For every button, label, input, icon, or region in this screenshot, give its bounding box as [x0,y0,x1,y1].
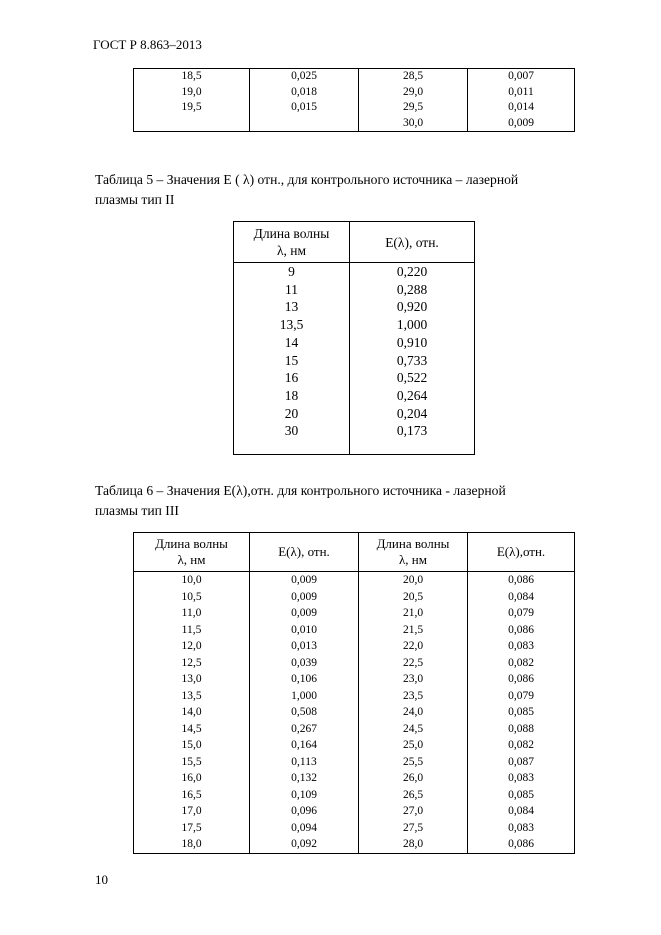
table-6-cell: 27,5 [359,820,468,837]
page-number: 10 [95,872,108,887]
table-6-cell: 24,0 [359,704,468,721]
table-4-cell: 29,5 [359,100,468,116]
table-4-cell: 28,5 [359,69,468,85]
table-6-cell: 14,0 [134,704,250,721]
table-5 [233,221,475,455]
table-6-cell: 10,0 [134,572,250,589]
table-6-row [134,622,575,639]
table-5-cell: 11 [234,281,350,299]
table-4-body [134,69,575,132]
table-6-col2-header: E(λ), отн. [250,533,359,572]
table-5-col1-header-line-1: Длина волны [253,226,330,241]
table-5-col-value-header: E(λ), отн. [350,222,475,263]
table-6-cell: 0,267 [250,721,359,738]
table-4-cell: 0,007 [468,69,575,85]
table-6-row [134,638,575,655]
table-5-header-row [234,222,475,263]
table-4-row [134,69,575,85]
table-5-cell: 0,204 [350,405,475,423]
table-6-cell: 0,085 [468,787,575,804]
table-6-cell: 0,010 [250,622,359,639]
table-5-cell: 0,910 [350,334,475,352]
table-6-cell: 11,0 [134,605,250,622]
table-6-cell: 22,5 [359,655,468,672]
table-5-caption-line-1: Таблица 5 – Значения E ( λ) отн., для контрольного источника – лазерной [95,172,519,187]
table-5-cell: 18 [234,387,350,405]
document-code: ГОСТ Р 8.863–2013 [93,37,202,52]
table-6-row [134,787,575,804]
table-6-cell: 0,009 [250,572,359,589]
table-5-cell: 0,264 [350,387,475,405]
table-6-cell: 16,0 [134,770,250,787]
table-6-cell: 0,083 [468,638,575,655]
table-6-col3-header-line-2: λ, нм [399,552,427,567]
table-6-cell: 12,0 [134,638,250,655]
table-6-cell: 0,096 [250,803,359,820]
table-6-body [134,572,575,854]
table-6-col1-header-line-2: λ, нм [177,552,206,567]
table-6-cell: 13,5 [134,688,250,705]
table-4-cell: 0,015 [250,100,359,116]
table-6-caption [95,481,506,521]
table-6-cell: 0,092 [250,836,359,853]
table-6-cell: 0,106 [250,671,359,688]
table-6-cell: 12,5 [134,655,250,672]
table-5-spacer-row [234,440,475,455]
table-5-cell: 1,000 [350,316,475,334]
table-6-cell: 10,5 [134,589,250,606]
table-4-cell [134,116,250,132]
table-6-col4-header: E(λ),отн. [468,533,575,572]
table-5-caption [95,170,518,210]
table-6-cell: 0,009 [250,589,359,606]
table-4-row [134,116,575,132]
table-6-cell: 1,000 [250,688,359,705]
table-4-cell: 0,009 [468,116,575,132]
table-5-cell: 16 [234,369,350,387]
table-4-cell: 0,018 [250,85,359,101]
table-6-cell: 28,0 [359,836,468,853]
table-4-row [134,85,575,101]
table-6-row [134,820,575,837]
table-6-row [134,572,575,589]
table-6-cell: 0,086 [468,836,575,853]
table-6-cell: 0,508 [250,704,359,721]
table-6-row [134,770,575,787]
table-6-cell: 26,5 [359,787,468,804]
table-6-cell: 20,5 [359,589,468,606]
table-5-cell: 0,220 [350,263,475,281]
table-5-row [234,334,475,352]
table-6-header-row [134,533,575,572]
table-6-cell: 0,083 [468,820,575,837]
table-6-cell: 0,079 [468,605,575,622]
table-4-row [134,100,575,116]
table-5-cell: 13,5 [234,316,350,334]
table-6-cell: 0,086 [468,622,575,639]
table-6-cell: 0,082 [468,737,575,754]
table-6-col1-header-line-1: Длина волны [155,536,228,551]
table-4-cell: 0,014 [468,100,575,116]
table-5-row [234,263,475,281]
table-5-spacer-cell [350,440,475,455]
table-6-row [134,754,575,771]
table-6-cell: 18,0 [134,836,250,853]
table-6-cell: 0,088 [468,721,575,738]
table-6-cell: 0,009 [250,605,359,622]
table-6-cell: 0,083 [468,770,575,787]
table-5-cell: 0,173 [350,422,475,440]
table-6-col3-header-line-1: Длина волны [376,536,450,551]
table-5-row [234,387,475,405]
table-5-cell: 20 [234,405,350,423]
table-6-cell: 0,087 [468,754,575,771]
table-6-cell: 20,0 [359,572,468,589]
table-6-row [134,605,575,622]
table-5-cell: 30 [234,422,350,440]
table-6-cell: 17,5 [134,820,250,837]
table-5-row [234,298,475,316]
table-5-caption-line-2: плазмы тип II [95,192,175,207]
table-5-row [234,316,475,334]
table-6-cell: 14,5 [134,721,250,738]
table-6-cell: 13,0 [134,671,250,688]
table-6-row [134,704,575,721]
table-4-cell: 0,011 [468,85,575,101]
table-6-cell: 0,084 [468,589,575,606]
table-6-row [134,836,575,853]
table-5-col-wavelength-header [234,222,350,263]
table-5-cell: 13 [234,298,350,316]
table-5-cell: 14 [234,334,350,352]
table-6-row [134,589,575,606]
table-5-cell: 0,920 [350,298,475,316]
table-6-row [134,737,575,754]
table-5-cell: 9 [234,263,350,281]
table-6-caption-line-2: плазмы тип III [95,503,179,518]
table-4-cell: 18,5 [134,69,250,85]
table-6-cell: 11,5 [134,622,250,639]
table-6-caption-line-1: Таблица 6 – Значения E(λ),отн. для контрольного источника - лазерной [95,483,506,498]
table-6-row [134,688,575,705]
table-6-cell: 23,0 [359,671,468,688]
table-6-cell: 15,5 [134,754,250,771]
table-5-row [234,422,475,440]
table-6-cell: 0,013 [250,638,359,655]
table-6-cell: 15,0 [134,737,250,754]
table-5-cell: 0,522 [350,369,475,387]
table-6-cell: 0,086 [468,671,575,688]
table-6 [133,532,575,854]
table-6-cell: 25,0 [359,737,468,754]
table-6-cell: 0,085 [468,704,575,721]
table-6-cell: 0,094 [250,820,359,837]
table-6-cell: 21,5 [359,622,468,639]
table-6-row [134,721,575,738]
table-5-cell: 15 [234,352,350,370]
table-6-cell: 0,084 [468,803,575,820]
table-5-body [234,263,475,455]
table-6-cell: 0,086 [468,572,575,589]
table-4-cell: 29,0 [359,85,468,101]
table-6-cell: 0,132 [250,770,359,787]
table-4-cell: 19,0 [134,85,250,101]
table-5-spacer-cell [234,440,350,455]
table-4-continuation [133,68,575,132]
table-6-cell: 0,113 [250,754,359,771]
table-6-cell: 24,5 [359,721,468,738]
table-6-cell: 23,5 [359,688,468,705]
table-4-cell: 30,0 [359,116,468,132]
table-5-cell: 0,733 [350,352,475,370]
table-4-cell: 19,5 [134,100,250,116]
table-6-row [134,655,575,672]
table-5-cell: 0,288 [350,281,475,299]
table-6-cell: 0,164 [250,737,359,754]
table-6-row [134,671,575,688]
table-5-row [234,352,475,370]
table-6-col3-header [359,533,468,572]
table-5-row [234,405,475,423]
table-5-col1-header-line-2: λ, нм [276,243,307,258]
table-6-cell: 0,079 [468,688,575,705]
table-6-col1-header [134,533,250,572]
table-5-row [234,369,475,387]
table-6-cell: 16,5 [134,787,250,804]
table-6-cell: 22,0 [359,638,468,655]
table-6-cell: 25,5 [359,754,468,771]
table-6-cell: 27,0 [359,803,468,820]
table-6-cell: 0,109 [250,787,359,804]
table-5-row [234,281,475,299]
table-6-cell: 21,0 [359,605,468,622]
table-4-cell [250,116,359,132]
table-6-cell: 26,0 [359,770,468,787]
table-6-row [134,803,575,820]
table-6-cell: 0,039 [250,655,359,672]
table-4-cell: 0,025 [250,69,359,85]
table-6-cell: 0,082 [468,655,575,672]
table-6-cell: 17,0 [134,803,250,820]
